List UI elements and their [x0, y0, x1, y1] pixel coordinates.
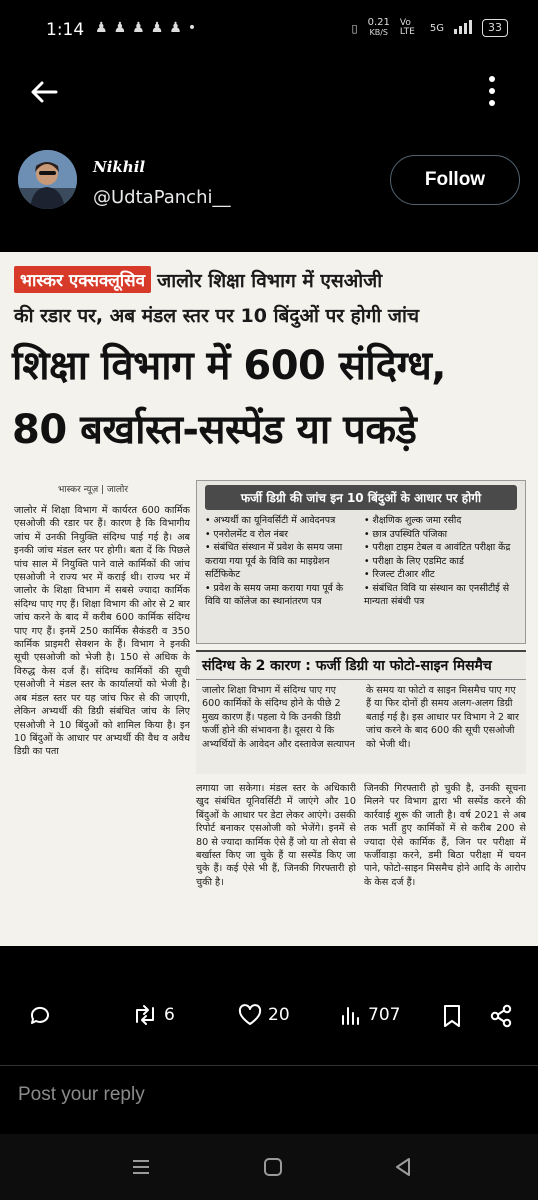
status-bar — [0, 0, 538, 64]
list-item: • शैक्षणिक शुल्क जमा रसीद — [364, 514, 517, 528]
post-actions — [0, 1004, 538, 1044]
system-nav-bar — [0, 1134, 538, 1200]
status-time: 1:14 — [46, 20, 85, 40]
share-icon — [490, 1004, 512, 1028]
battery-indicator: 33 — [482, 19, 508, 37]
heart-icon — [238, 1004, 262, 1026]
home-button[interactable] — [262, 1156, 284, 1182]
two-reasons-title: संदिग्ध के 2 कारण : फर्जी डिग्री या फोटो-साइन मिसमैच — [196, 652, 526, 680]
system-icons — [352, 18, 508, 38]
avatar-image — [18, 150, 77, 209]
two-reasons-right-text: के समय या फोटो व साइन मिसमैच पाए गए हैं या फिर दोनों ही समय अलग-अलग डिग्री बताई गई है। इस आधार पर विभाग ने 2 बार जांच करने के बाद 600 की सूची एसओजी को भेजी थी। — [366, 685, 519, 750]
like-button[interactable] — [238, 1004, 290, 1026]
recent-apps-button[interactable] — [130, 1156, 152, 1182]
bookmark-button[interactable] — [442, 1004, 462, 1028]
notification-icon: ♟ — [95, 20, 108, 36]
list-item: • अभ्यर्थी का यूनिवर्सिटी में आवेदनपत्र — [205, 514, 358, 528]
views-button[interactable] — [340, 1004, 400, 1026]
list-item: • संबंधित संस्थान में प्रवेश के समय जमा कराया गया पूर्व के विवि का माइग्रेशन सर्टिफिकेट — [205, 541, 358, 582]
ten-points-list-right — [364, 514, 517, 609]
avatar[interactable] — [18, 150, 77, 209]
notification-icon: ♟ — [169, 20, 182, 36]
notification-icons — [95, 20, 196, 36]
list-item: • संबंधित विवि या संस्थान का एनसीटीई से मान्यता संबंधी पत्र — [364, 582, 517, 609]
article-kicker: भास्कर एक्सक्लूसिव — [14, 266, 151, 293]
views-count: 707 — [368, 1005, 401, 1025]
network-speed-unit: KB/S — [369, 28, 388, 37]
reply-button[interactable] — [28, 1004, 52, 1028]
article-column-1-text: जालोर में शिक्षा विभाग में कार्यरत 600 कार्मिक एसओजी की रडार पर हैं। कारण है कि विभागीय जांच में उनकी नियुक्ति संदिग्ध पाई गई है। अब इनकी जांच मंडल स्तर पर होगी। बता दें कि पिछले पांच साल में नियुक्ति पाने वाले कार्मिकों की जांच एसओजी ने राज्य भर में कराई थी। राज्य भर में जालोर के शिक्षा विभाग में सबसे ज्यादा कार्मिक संदिग्ध पाए गए हैं। शिक्षा विभाग की ओर से 2 बार जांच करने के बाद में करीब 600 कार्मिक संदिग्ध पाए गए हैं। इनमें 250 कार्मिक सैकंडरी व 350 कार्मिक प्राइमरी सेक्शन के हैं। विभाग ने इनकी सूची एसओजी को भेजी है। 150 से अधिक के विरुद्ध केस दर्ज हैं। संदिग्ध कार्मिकों की सूची एसओजी ने मंडल स्तर के कार्यालयों को भेजी है। अब मंडल स्तर पर यह जांच फिर से की जाएगी, लेकिन अभ्यर्थी की डिग्री संबंधित जांच के लिए एसओजी ने 10 बिंदुओं को शामिल किया है। इन 10 बिंदुओं के आधार पर अभ्यर्थी की वैध व अवैध डिग्री का पता — [14, 505, 190, 758]
list-item: • प्रवेश के समय जमा कराया गया पूर्व के विवि या कॉलेज का स्थानांतरण पत्र — [205, 582, 358, 609]
ten-points-list-left — [205, 514, 358, 609]
home-square-icon — [262, 1156, 284, 1178]
article-subhead-line2: की रडार पर, अब मंडल स्तर पर 10 बिंदुओं पर होगी जांच — [14, 305, 420, 327]
back-button[interactable] — [26, 74, 62, 110]
reply-bubble-icon — [28, 1004, 52, 1028]
author-handle[interactable]: @UdtaPanchi__ — [93, 187, 231, 208]
share-button[interactable] — [490, 1004, 512, 1028]
article-column-2 — [196, 782, 356, 940]
list-item: • एनरोलमेंट व रोल नंबर — [205, 528, 358, 542]
divider — [0, 1065, 538, 1066]
notification-icon: ♟ — [132, 20, 145, 36]
ten-points-title: फर्जी डिग्री की जांच इन 10 बिंदुओं के आधार पर होगी — [205, 485, 517, 510]
views-chart-icon — [340, 1004, 362, 1026]
system-back-button[interactable] — [392, 1156, 414, 1182]
ten-points-box — [196, 480, 526, 644]
notification-icon: ♟ — [113, 20, 127, 36]
two-reasons-left-text: जालोर शिक्षा विभाग में संदिग्ध पाए गए 600 कार्मिकों के संदिग्ध होने के पीछे 2 मुख्य कारण हैं। पहला ये कि उनकी डिग्री फर्जी होने की संभावना है। दूसरा ये कि अभ्यर्थियों के आवेदन और दस्तावेज सत्यापन — [202, 685, 355, 750]
post-image[interactable] — [0, 252, 538, 946]
vibrate-icon: ▯ — [351, 21, 358, 35]
signal-icon — [454, 20, 472, 37]
network-speed-value: 0.21 — [367, 17, 390, 28]
article-column-2-text: लगाया जा सकेगा। मंडल स्तर के अधिकारी खुद संबंधित यूनिवर्सिटी में जाएंगे और 10 बिंदुओं के आधार पर डेटा लेकर आएंगे। उसकी रिपोर्ट बनाकर एसओजी को भेजेंगे। इनमें से 80 से ज्यादा कार्मिक ऐसे हैं जो या तो सेवा से बर्खास्त किए जा चुके हैं या सस्पेंड किए जा चुके हैं। कई ऐसे भी हैं, जिनकी गिरफ्तारी हो चुकी है। — [196, 783, 356, 888]
list-item: • रिजल्ट टीआर शीट — [364, 568, 517, 582]
network-speed — [368, 18, 390, 38]
list-item: • परीक्षा टाइम टेबल व आवंटित परीक्षा केंद्र — [364, 541, 517, 555]
follow-button[interactable]: Follow — [390, 155, 520, 205]
repost-icon — [132, 1004, 158, 1026]
article-subhead-line1: जालोर शिक्षा विभाग में एसओजी — [157, 269, 383, 292]
more-options-button[interactable] — [480, 74, 504, 108]
author-name[interactable]: Nikhil — [93, 158, 146, 176]
list-item: • छात्र उपस्थिति पंजिका — [364, 528, 517, 542]
more-notifications-dot-icon: • — [187, 20, 197, 36]
arrow-left-icon — [26, 74, 62, 110]
article-kicker-row — [14, 266, 382, 293]
repost-count: 6 — [164, 1005, 175, 1025]
bookmark-icon — [442, 1004, 462, 1028]
article-byline: भास्कर न्यूज़ | जालोर — [58, 485, 129, 495]
reply-input[interactable]: Post your reply — [18, 1084, 145, 1105]
repost-button[interactable] — [132, 1004, 175, 1026]
triangle-back-icon — [392, 1156, 414, 1178]
network-label: 5G — [429, 22, 444, 34]
article-headline-line1: शिक्षा विभाग में 600 संदिग्ध, — [12, 343, 446, 389]
like-count: 20 — [268, 1005, 290, 1025]
two-reasons-box — [196, 650, 526, 774]
article-column-1 — [14, 504, 190, 934]
more-vertical-icon — [480, 74, 504, 108]
list-item: • परीक्षा के लिए एडमिट कार्ड — [364, 555, 517, 569]
article-column-3-text: जिनकी गिरफ्तारी हो चुकी है, उनकी सूचना मिलने पर विभाग द्वारा भी सस्पेंड करने की कार्रवाई शुरू की जाती है। वर्ष 2021 से अब तक भर्ती हुए कार्मिकों में से करीब 200 से ज्यादा ऐसे कार्मिक हैं, जिन पर परीक्षा में फर्जीवाड़ा करने, डमी बिठा परीक्षा में चयन पाने, फोटो-साइन मिसमैच होने आदि के आरोप के केस दर्ज हैं। — [364, 783, 526, 888]
two-reasons-columns — [196, 680, 526, 755]
article-column-3 — [364, 782, 526, 940]
notification-icon: ♟ — [150, 20, 164, 36]
volte-label: Vo LTE — [399, 18, 415, 37]
ten-points-lists — [197, 510, 525, 613]
menu-lines-icon — [130, 1156, 152, 1178]
article-headline-line2: 80 बर्खास्त-सस्पेंड या पकड़े — [12, 407, 417, 453]
